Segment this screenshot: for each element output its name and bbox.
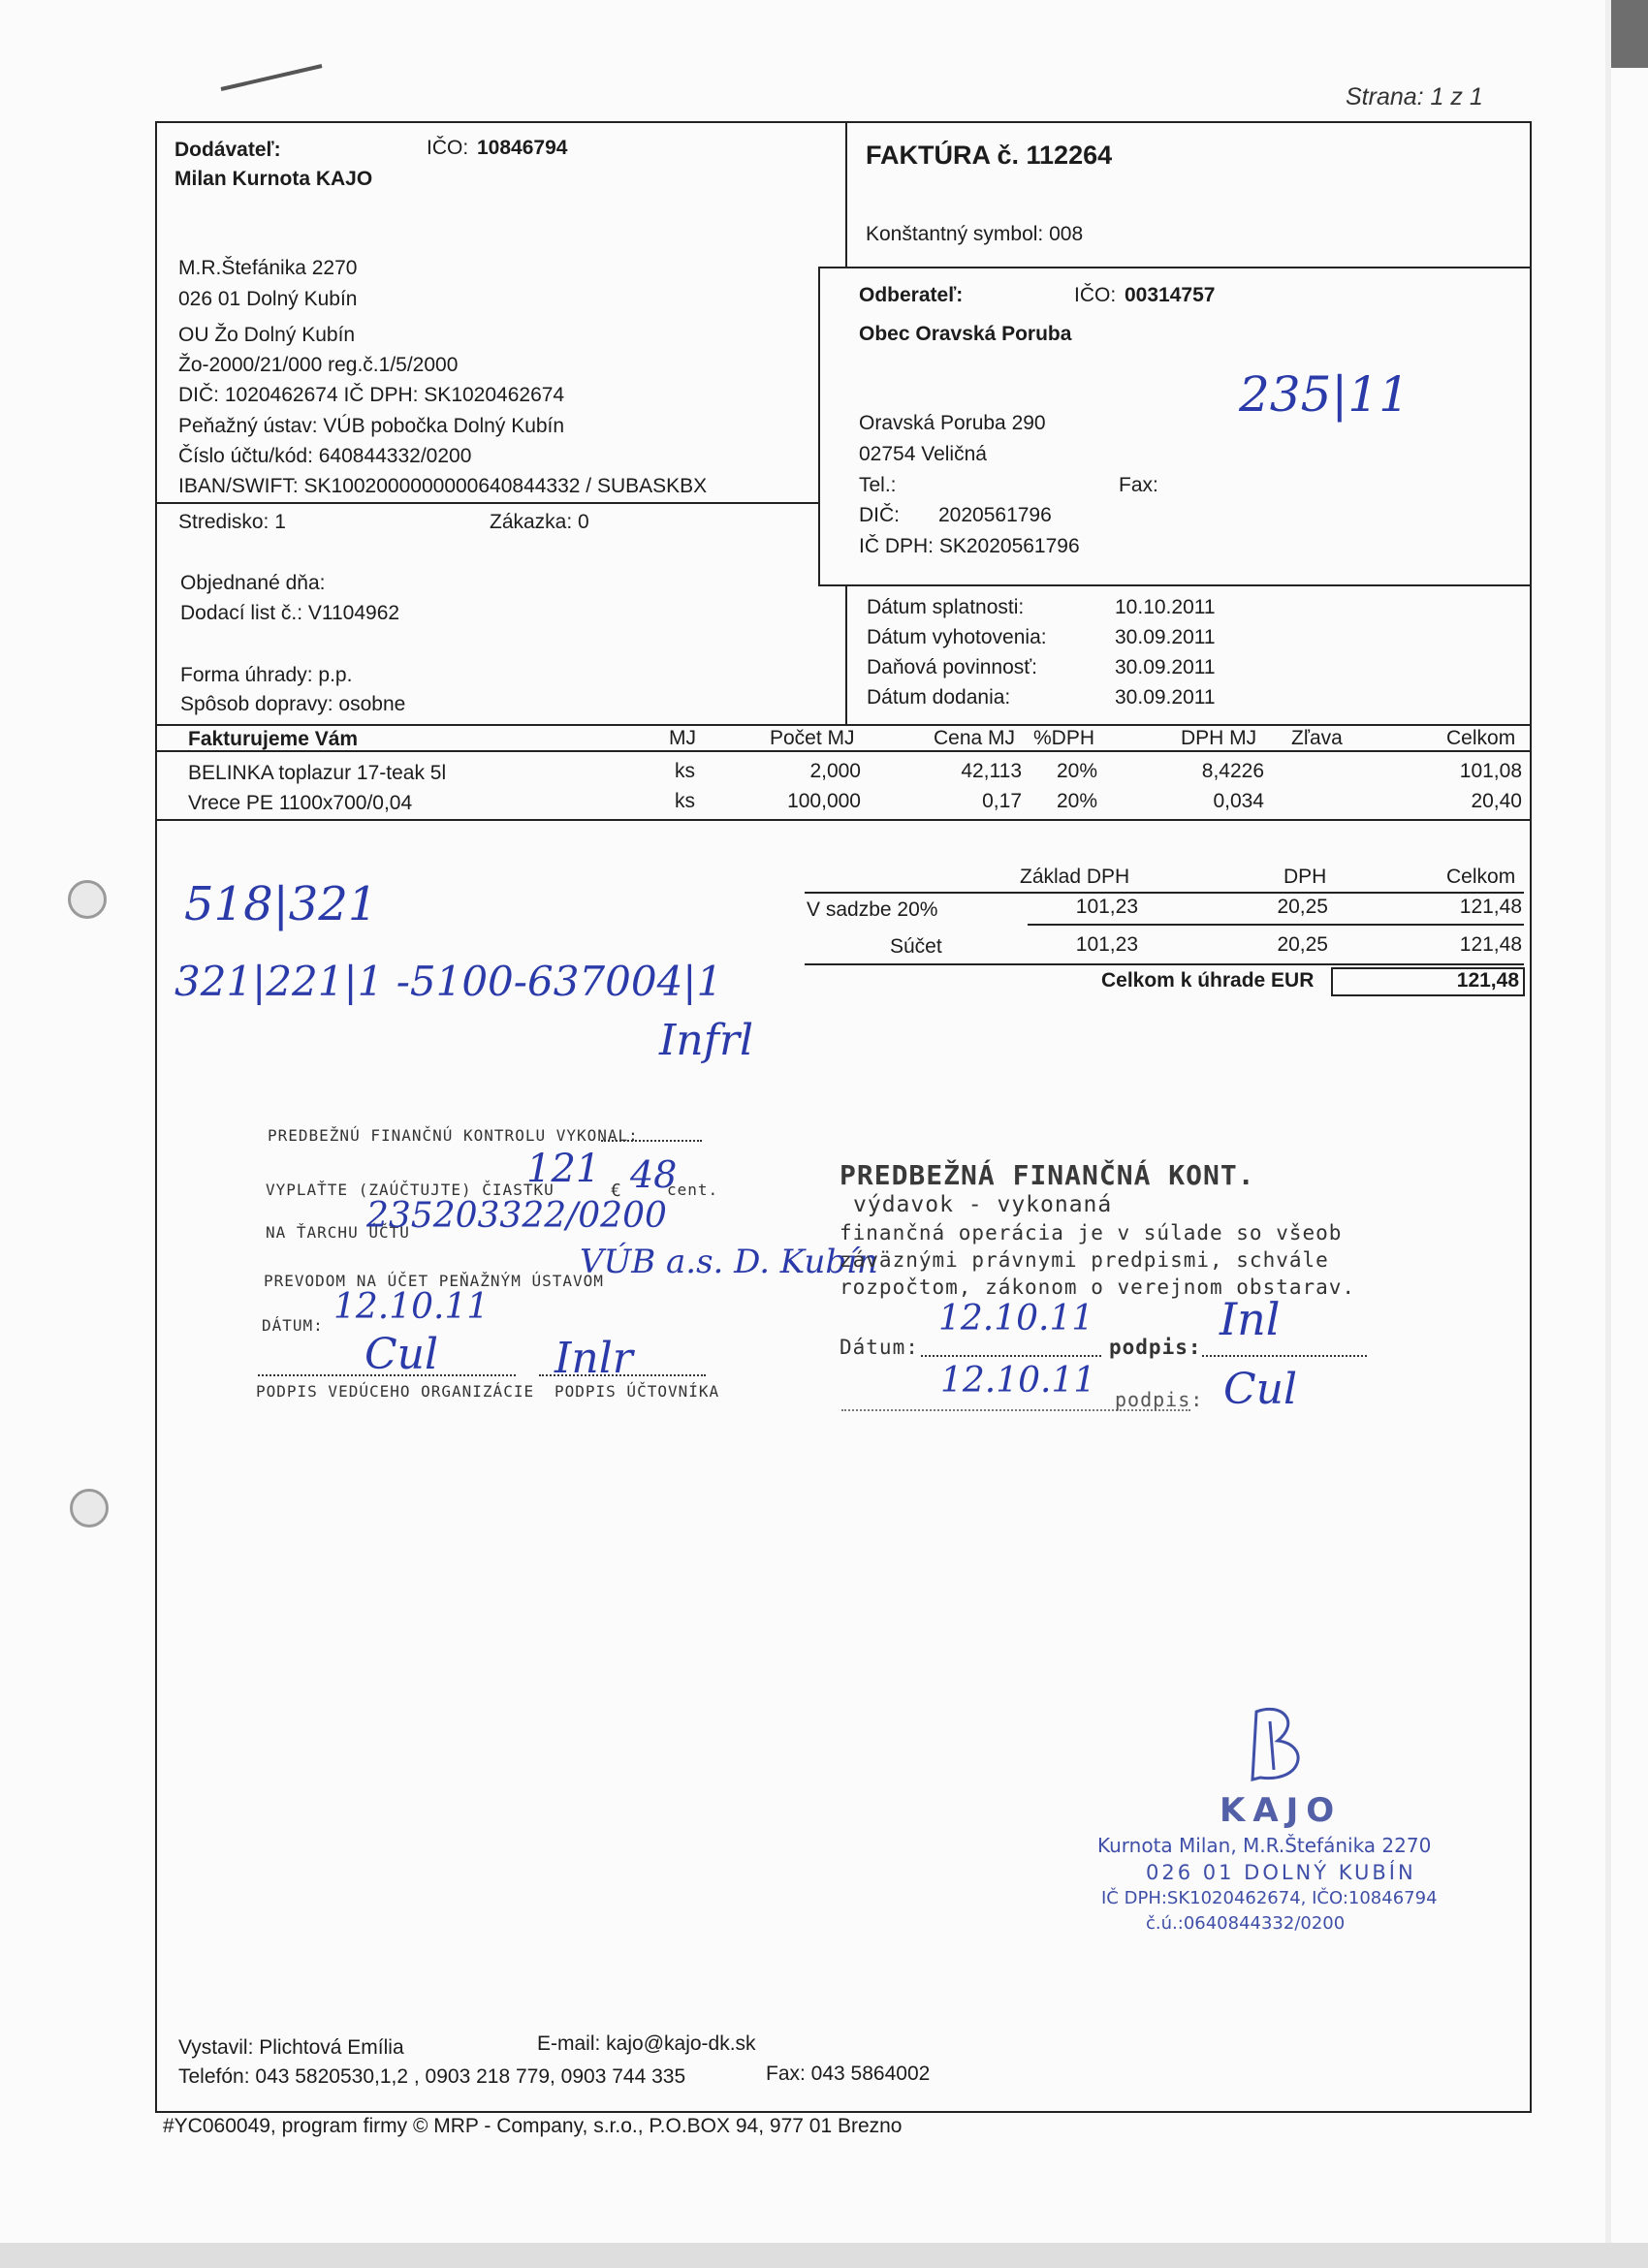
stamp-date-label: DÁTUM:: [262, 1316, 324, 1335]
scan-bottom-edge: [0, 2243, 1648, 2268]
stamp-head-sig-label: PODPIS VEDÚCEHO ORGANIZÁCIE: [256, 1382, 535, 1401]
stamp-right-signature-2: Cul: [1223, 1365, 1298, 1414]
stamp-right-sign-label: podpis:: [1109, 1336, 1202, 1359]
date-issued: 30.09.2011: [1115, 626, 1216, 648]
summary-bottom-line: [805, 963, 1524, 965]
stamp-right-line4: záväznými právnymi predpismi, schvále: [840, 1248, 1329, 1272]
payment-method: Forma úhrady: p.p.: [180, 664, 353, 686]
item-vat-pct: 20%: [1057, 760, 1098, 782]
item-vat-mj: 0,034: [1213, 790, 1264, 812]
header-divider: [845, 121, 847, 267]
summary-rate-base: 101,23: [1075, 896, 1138, 918]
buyer-tel: Tel.:: [859, 474, 897, 496]
invoice-title: FAKTÚRA č. 112264: [866, 141, 1113, 170]
supplier-tax: DIČ: 1020462674 IČ DPH: SK1020462674: [178, 384, 565, 406]
items-col-count: Počet MJ: [770, 727, 855, 749]
items-col-total: Celkom: [1446, 727, 1516, 749]
date-tax-label: Daňová povinnosť:: [867, 656, 1037, 678]
item-name: Vrece PE 1100x700/0,04: [188, 792, 413, 814]
supplier-bank: Peňažný ústav: VÚB pobočka Dolný Kubín: [178, 415, 565, 437]
buyer-handwritten-number: 235|11: [1239, 366, 1410, 423]
items-col-name: Fakturujeme Vám: [188, 728, 359, 750]
supplier-account: Číslo účtu/kód: 640844332/0200: [178, 445, 472, 467]
summary-rate-vat: 20,25: [1277, 896, 1328, 918]
stamp-right-date-2: 12.10.11: [940, 1361, 1096, 1401]
supplier-ico: 10846794: [477, 137, 568, 159]
summary-header-line: [805, 892, 1524, 894]
stamp-pay-label: VYPLAŤTE (ZAÚČTUJTE) ČIASTKU: [266, 1181, 555, 1199]
summary-sum-total: 121,48: [1459, 933, 1522, 956]
company-stamp-line1: Kurnota Milan, M.R.Štefánika 2270: [1097, 1834, 1432, 1857]
company-stamp-line2: 026 01 DOLNÝ KUBÍN: [1146, 1861, 1416, 1884]
buyer-name: Obec Oravská Poruba: [859, 323, 1072, 345]
date-issued-label: Dátum vyhotovenia:: [867, 626, 1047, 648]
item-total: 101,08: [1459, 760, 1522, 782]
stamp-right-sign-label-2: podpis:: [1115, 1388, 1204, 1411]
stamp-head-signature: Cul: [364, 1330, 439, 1379]
company-stamp-logo: KAJO: [1220, 1791, 1343, 1830]
buyer-icdph: IČ DPH: SK2020561796: [859, 535, 1080, 557]
summary-col-base: Základ DPH: [1020, 866, 1130, 888]
stamp-account: 235203322/0200: [366, 1196, 667, 1236]
stamp-cent-label: cent.: [667, 1181, 719, 1199]
supplier-iban: IBAN/SWIFT: SK1002000000000640844332 / SUBASKBX: [178, 475, 708, 497]
items-bottom-line: [155, 819, 1532, 821]
stamp-right-dots-1: [921, 1355, 1101, 1357]
buyer-ico-label: IČO:: [1074, 284, 1117, 306]
items-top-line: [155, 724, 1532, 726]
dates-divider: [845, 586, 847, 724]
company-stamp-line4: č.ú.:0640844332/0200: [1146, 1913, 1346, 1934]
date-delivery: 30.09.2011: [1115, 686, 1216, 709]
date-due: 10.10.2011: [1115, 596, 1216, 618]
buyer-label: Odberateľ:: [859, 284, 964, 306]
stamp-acc-sig-label: PODPIS ÚČTOVNÍKA: [555, 1382, 720, 1401]
summary-sum-label: Súčet: [890, 935, 942, 958]
items-col-discount: Zľava: [1291, 727, 1343, 749]
items-col-vat-mj: DPH MJ: [1181, 727, 1257, 749]
staple-mark: [215, 58, 332, 97]
transport-method: Spôsob dopravy: osobne: [180, 693, 406, 715]
stamp-bank: VÚB a.s. D. Kubín: [580, 1243, 878, 1281]
order-number: Zákazka: 0: [490, 511, 589, 533]
summary-mid-line: [1028, 924, 1524, 926]
item-count: 2,000: [809, 760, 861, 782]
stamp-date: 12.10.11: [333, 1287, 490, 1327]
buyer-street: Oravská Poruba 290: [859, 412, 1046, 434]
items-col-mj: MJ: [669, 727, 696, 749]
summary-col-vat: DPH: [1284, 866, 1327, 888]
items-header-line: [155, 750, 1532, 752]
summary-sum-base: 101,23: [1075, 933, 1138, 956]
item-total: 20,40: [1471, 790, 1522, 812]
summary-sum-vat: 20,25: [1277, 933, 1328, 956]
scan-edge-line: [1605, 0, 1611, 2268]
handwritten-signature-1: Infrl: [659, 1016, 754, 1065]
stamp-accountant-signature: Inlr: [555, 1334, 633, 1383]
constant-symbol: Konštantný symbol: 008: [866, 223, 1084, 245]
company-stamp-line3: IČ DPH:SK1020462674, IČO:10846794: [1101, 1888, 1438, 1908]
due-label: Celkom k úhrade EUR: [1101, 969, 1315, 992]
buyer-dic-label: DIČ:: [859, 504, 900, 526]
footer-fax: Fax: 043 5864002: [766, 2063, 931, 2085]
item-name: BELINKA toplazur 17-teak 5l: [188, 762, 447, 784]
item-mj: ks: [675, 760, 695, 782]
items-col-vat-pct: %DPH: [1033, 727, 1095, 749]
stamp-right-date: 12.10.11: [938, 1299, 1094, 1339]
handwritten-code-2: 321|221|1 -5100-637004|1: [174, 958, 723, 1005]
summary-col-total: Celkom: [1446, 866, 1516, 888]
delivery-note: Dodací list č.: V1104962: [180, 602, 400, 624]
footer-phone: Telefón: 043 5820530,1,2 , 0903 218 779, 0903 744 335: [178, 2065, 686, 2088]
company-logo-icon: [1243, 1702, 1320, 1789]
stamp-right-heading: PREDBEŽNÁ FINANČNÁ KONT.: [840, 1159, 1255, 1191]
supplier-label: Dodávateľ:: [174, 139, 281, 161]
summary-rate-label: V sadzbe 20%: [807, 898, 938, 921]
supplier-street: M.R.Štefánika 2270: [178, 257, 358, 279]
item-vat-mj: 8,4226: [1201, 760, 1264, 782]
date-delivery-label: Dátum dodania:: [867, 686, 1011, 709]
stamp-right-signature: Inl: [1220, 1293, 1281, 1345]
stamp-right-line2: výdavok - vykonaná: [853, 1192, 1113, 1217]
punch-hole-top: [68, 880, 107, 919]
date-due-label: Dátum splatnosti:: [867, 596, 1025, 618]
page-label: Strana: 1 z 1: [1346, 83, 1483, 110]
item-vat-pct: 20%: [1057, 790, 1098, 812]
stamp-right-line3: finančná operácia je v súlade so všeob: [840, 1221, 1343, 1244]
punch-hole-bottom: [70, 1489, 109, 1528]
item-mj: ks: [675, 790, 695, 812]
buyer-fax: Fax:: [1119, 474, 1158, 496]
cost-center: Stredisko: 1: [178, 511, 286, 533]
footer-email: E-mail: kajo@kajo-dk.sk: [537, 2032, 756, 2055]
item-price: 0,17: [982, 790, 1022, 812]
footer-program: #YC060049, program firmy © MRP - Company, s.r.o., P.O.BOX 94, 977 01 Brezno: [163, 2115, 903, 2137]
supplier-ico-label: IČO:: [427, 137, 469, 159]
buyer-dic: 2020561796: [938, 504, 1052, 526]
stamp-control-heading: PREDBEŽNÚ FINANČNÚ KONTROLU VYKONAL:: [268, 1126, 639, 1145]
buyer-city: 02754 Veličná: [859, 443, 987, 465]
footer-issued-by: Vystavil: Plichtová Emília: [178, 2036, 404, 2059]
stamp-right-date-label: Dátum:: [840, 1336, 919, 1359]
stamp-right-dots-2: [1202, 1355, 1367, 1357]
scan-edge-shadow: [1611, 0, 1648, 68]
date-tax: 30.09.2011: [1115, 656, 1216, 678]
item-price: 42,113: [961, 760, 1022, 782]
stamp-right-line5: rozpočtom, zákonom o verejnom obstarav.: [840, 1276, 1356, 1299]
supplier-bottom-line: [155, 502, 818, 504]
stamp-euro-sign: €: [611, 1181, 622, 1201]
supplier-city: 026 01 Dolný Kubín: [178, 288, 358, 310]
due-value: 121,48: [1456, 969, 1519, 992]
stamp-debit-label: NA ŤARCHU ÚČTU: [266, 1223, 410, 1242]
supplier-registration-office: OU Žo Dolný Kubín: [178, 324, 356, 346]
stamp-dots-1: [601, 1140, 702, 1142]
order-date-label: Objednané dňa:: [180, 572, 326, 594]
handwritten-code-1: 518|321: [184, 877, 378, 931]
items-col-price: Cena MJ: [934, 727, 1016, 749]
stamp-transfer-label: PREVODOM NA ÚČET PEŇAŽNÝM ÚSTAVOM: [264, 1272, 604, 1290]
stamp-amount-cent: 48: [630, 1153, 678, 1196]
summary-rate-total: 121,48: [1459, 896, 1522, 918]
item-count: 100,000: [787, 790, 861, 812]
supplier-registration-number: Žo-2000/21/000 reg.č.1/5/2000: [178, 354, 459, 376]
stamp-amount-int: 121: [526, 1147, 601, 1191]
buyer-ico: 00314757: [1125, 284, 1216, 306]
supplier-name: Milan Kurnota KAJO: [174, 168, 373, 190]
